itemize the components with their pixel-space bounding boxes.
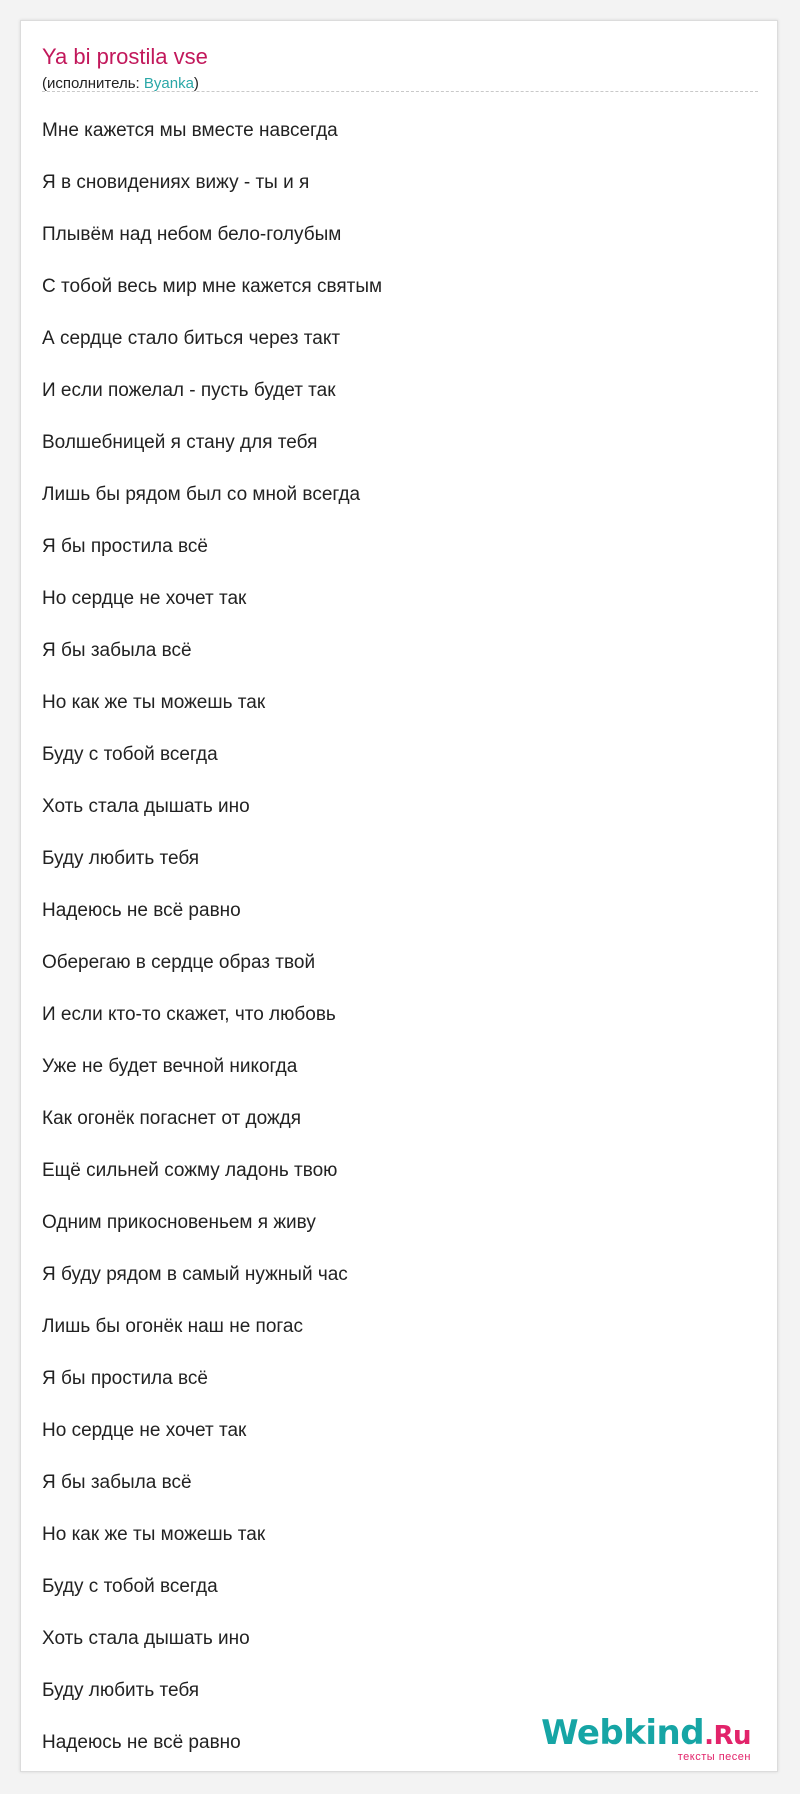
byline-prefix: (исполнитель: (42, 75, 144, 92)
lyric-line: Волшебницей я стану для тебя (42, 432, 318, 453)
lyric-line: Хоть стала дышать ино (42, 1628, 250, 1649)
lyric-line: Но как же ты можешь так (42, 692, 266, 713)
lyric-line: Как огонёк погаснет от дождя (42, 1108, 302, 1129)
artist-link[interactable]: Byanka (143, 75, 194, 92)
lyric-line: И если кто-то скажет, что любовь (42, 1004, 336, 1025)
lyric-line: Буду с тобой всегда (42, 1576, 218, 1597)
lyric-line: Надеюсь не всё равно (42, 900, 241, 921)
byline-suffix: ) (193, 75, 199, 92)
lyric-line: Я бы забыла всё (42, 1472, 192, 1493)
lyrics-card (20, 20, 778, 1772)
divider (42, 91, 758, 92)
lyric-line: Лишь бы рядом был со мной всегда (42, 484, 361, 505)
logo-tagline: тексты песен (677, 1751, 751, 1763)
lyric-line: Одним прикосновеньем я живу (42, 1212, 316, 1233)
lyric-line: Уже не будет вечной никогда (42, 1056, 298, 1077)
lyric-line: Ещё сильней сожму ладонь твою (42, 1160, 338, 1181)
lyric-line: С тобой весь мир мне кажется святым (42, 276, 383, 297)
lyric-line: Плывём над небом бело-голубым (42, 224, 342, 245)
lyric-line: Оберегаю в сердце образ твой (42, 952, 316, 973)
logo-suffix: .Ru (704, 1721, 751, 1751)
lyric-line: Буду с тобой всегда (42, 744, 218, 765)
lyric-line: Лишь бы огонёк наш не погас (42, 1316, 303, 1337)
lyric-line: Но сердце не хочет так (42, 1420, 247, 1441)
lyric-line: Мне кажется мы вместе навсегда (42, 120, 338, 141)
lyric-line: А сердце стало биться через такт (42, 328, 341, 349)
lyric-line: Я в сновидениях вижу - ты и я (42, 172, 310, 193)
lyric-line: Но как же ты можешь так (42, 1524, 266, 1545)
lyric-line: Я бы простила всё (42, 536, 208, 557)
webkind-logo[interactable] (541, 1713, 751, 1763)
lyric-line: Буду любить тебя (42, 1680, 200, 1701)
lyric-line: Буду любить тебя (42, 848, 200, 869)
artist-byline (42, 75, 199, 92)
lyric-line: Я бы забыла всё (42, 640, 192, 661)
lyrics-list (42, 105, 382, 1769)
logo-main-text: Webkind (541, 1713, 705, 1753)
lyric-line: Но сердце не хочет так (42, 588, 247, 609)
lyric-line: Я буду рядом в самый нужный час (42, 1264, 348, 1285)
song-title: Ya bi prostila vse (42, 44, 208, 69)
lyric-line: Я бы простила всё (42, 1368, 208, 1389)
lyric-line: Надеюсь не всё равно (42, 1732, 241, 1753)
lyric-line: И если пожелал - пусть будет так (42, 380, 336, 401)
lyric-line: Хоть стала дышать ино (42, 796, 250, 817)
